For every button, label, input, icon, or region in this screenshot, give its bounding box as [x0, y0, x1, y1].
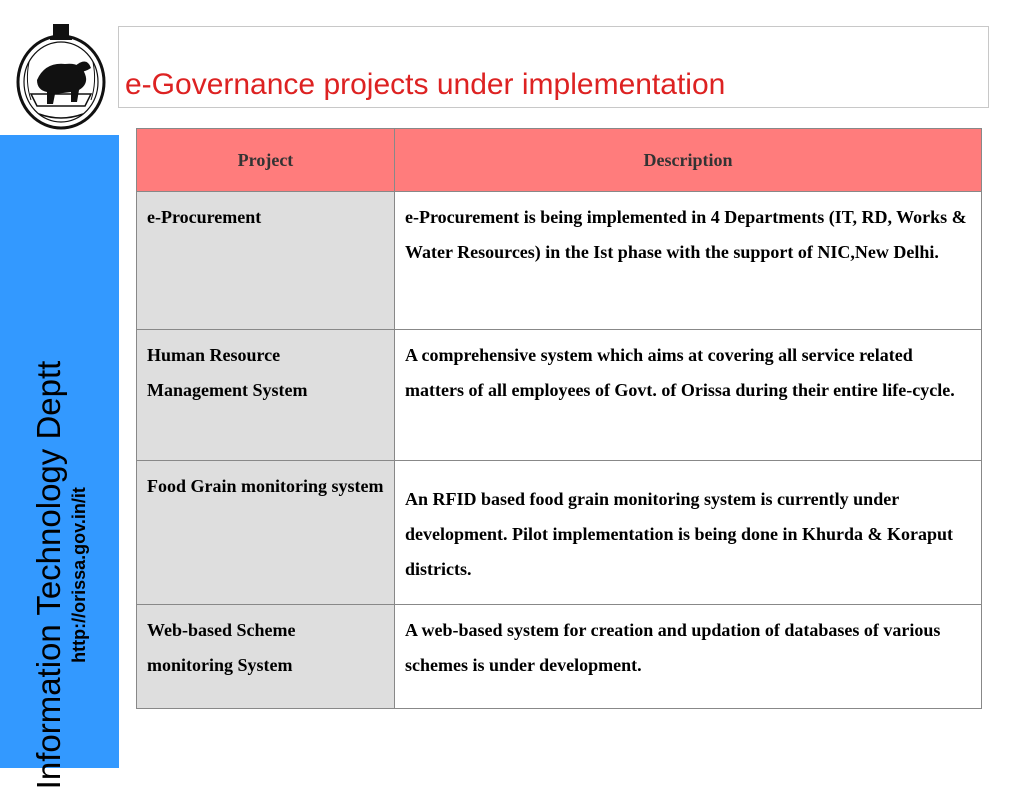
department-name: Information Technology Deptt	[30, 360, 67, 789]
project-cell: Web-based Scheme monitoring System	[137, 605, 395, 709]
sidebar-band	[0, 135, 119, 789]
column-header-project: Project	[137, 129, 395, 192]
description-cell: A web-based system for creation and updation of databases of various schemes is under development.	[395, 605, 982, 709]
projects-table	[136, 128, 982, 709]
project-cell: e-Procurement	[137, 192, 395, 330]
table-header-row	[137, 129, 982, 192]
sidebar-text	[30, 361, 90, 789]
emblem-icon	[15, 22, 107, 130]
title-box	[118, 26, 989, 108]
table-row	[137, 461, 982, 605]
project-cell: Human Resource Management System	[137, 330, 395, 461]
page-title: e-Governance projects under implementation	[125, 68, 726, 101]
description-cell: An RFID based food grain monitoring system is currently under development. Pilot implementation is being done in Khurda & Koraput districts.	[395, 461, 982, 605]
table-row	[137, 330, 982, 461]
department-url: http://orissa.gov.in/it	[69, 487, 89, 663]
project-cell: Food Grain monitoring system	[137, 461, 395, 605]
table-row	[137, 192, 982, 330]
column-header-description: Description	[395, 129, 982, 192]
description-cell: e-Procurement is being implemented in 4 Departments (IT, RD, Works & Water Resources) in the Ist phase with the support of NIC,New Delhi.	[395, 192, 982, 330]
description-cell: A comprehensive system which aims at covering all service related matters of all employees of Govt. of Orissa during their entire life-cycle.	[395, 330, 982, 461]
table-row	[137, 605, 982, 709]
